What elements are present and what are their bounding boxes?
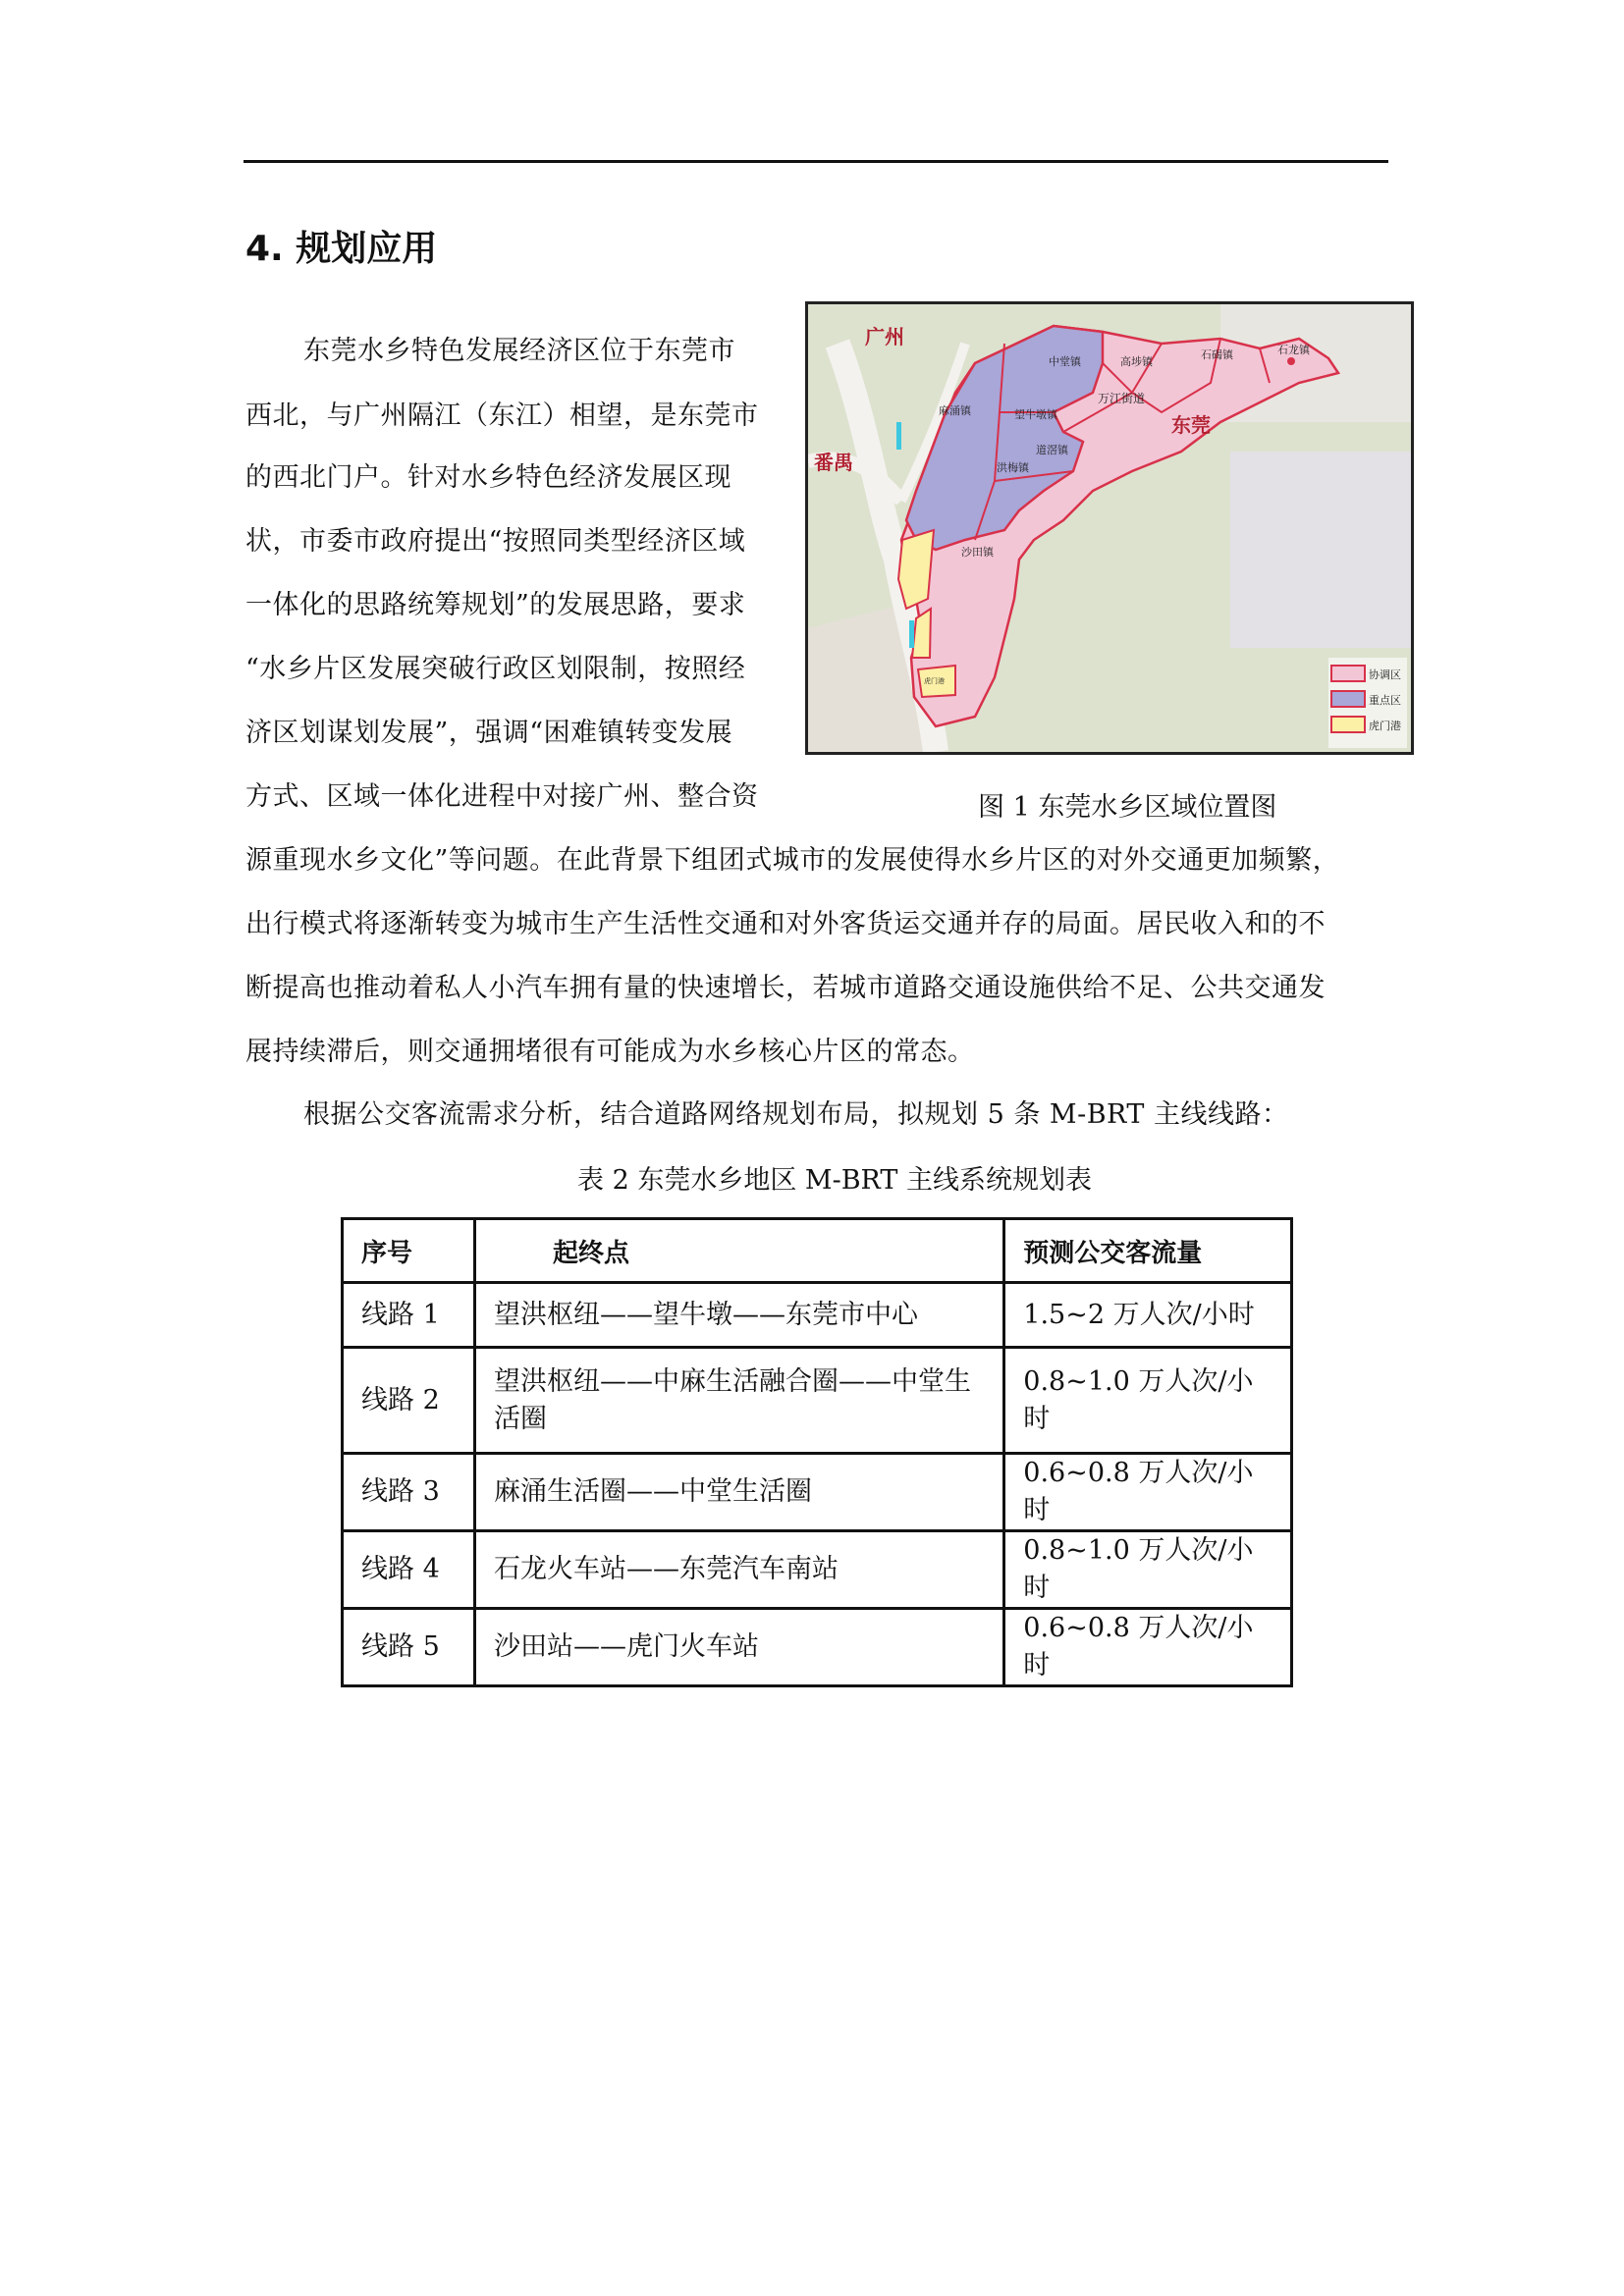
table-row [343, 1609, 1292, 1686]
paragraph-line: 济区划谋划发展”，强调“困难镇转变发展 [245, 718, 733, 748]
figure-caption: 图 1 东莞水乡区域位置图 [978, 792, 1277, 823]
cell-flow: 0.6~0.8 万人次/小时 [1004, 1609, 1292, 1686]
label-gaobu: 高埗镇 [1120, 355, 1153, 368]
paragraph-line: 的西北门户。针对水乡特色经济发展区现 [245, 462, 731, 493]
cell-flow: 0.8~1.0 万人次/小时 [1004, 1348, 1292, 1454]
table-row [343, 1348, 1292, 1454]
legend-swatch [1331, 666, 1365, 681]
paragraph-line: 展持续滞后，则交通拥堵很有可能成为水乡核心片区的常态。 [245, 1037, 975, 1067]
cell-flow: 0.8~1.0 万人次/小时 [1004, 1531, 1292, 1609]
cell-route: 望洪枢纽——望牛墩——东莞市中心 [475, 1283, 1004, 1348]
cell-id: 线路 3 [343, 1454, 475, 1531]
cell-flow: 1.5~2 万人次/小时 [1004, 1283, 1292, 1348]
table-row [343, 1531, 1292, 1609]
section-heading [245, 221, 437, 271]
legend-label: 重点区 [1369, 694, 1401, 707]
header-route: 起终点 [475, 1219, 1004, 1283]
paragraph-line: 一体化的思路统筹规划”的发展思路，要求 [245, 590, 746, 620]
cell-route: 沙田站——虎门火车站 [475, 1609, 1004, 1686]
paragraph-line: 出行模式将逐渐转变为城市生产生活性交通和对外客货运交通并存的局面。居民收入和的不 [245, 909, 1326, 939]
section-title: 规划应用 [296, 229, 438, 269]
label-shatian: 沙田镇 [961, 546, 994, 559]
paragraph-line: 方式、区域一体化进程中对接广州、整合资 [245, 781, 759, 812]
cell-id: 线路 4 [343, 1531, 475, 1609]
table-row [343, 1454, 1292, 1531]
brt-route-table [341, 1217, 1293, 1687]
label-humen-port: 虎门港 [924, 677, 945, 685]
table-header-row [343, 1219, 1292, 1283]
cell-id: 线路 2 [343, 1348, 475, 1454]
cell-route: 石龙火车站——东莞汽车南站 [475, 1531, 1004, 1609]
header-id: 序号 [343, 1219, 475, 1283]
header-flow: 预测公交客流量 [1004, 1219, 1292, 1283]
legend-swatch [1331, 717, 1365, 732]
map-legend [1328, 658, 1407, 748]
label-machong: 麻涌镇 [939, 404, 971, 417]
section-number: 4. [245, 229, 284, 269]
header-rule [244, 160, 1388, 163]
paragraph-2: 根据公交客流需求分析，结合道路网络规划布局，拟规划 5 条 M-BRT 主线线路： [303, 1099, 1289, 1130]
cell-id: 线路 5 [343, 1609, 475, 1686]
cell-id: 线路 1 [343, 1283, 475, 1348]
label-dongguan: 东莞 [1171, 413, 1211, 437]
legend-label: 虎门港 [1369, 720, 1401, 732]
paragraph-line: 断提高也推动着私人小汽车拥有量的快速增长，若城市道路交通设施供给不足、公共交通发 [245, 973, 1326, 1003]
label-guangzhou: 广州 [865, 325, 904, 348]
label-zhongtang: 中堂镇 [1049, 355, 1081, 368]
label-shijie: 石碣镇 [1201, 348, 1233, 361]
paragraph-line: 西北，与广州隔江（东江）相望，是东莞市 [245, 400, 759, 431]
legend-label: 协调区 [1369, 668, 1401, 681]
label-panyu: 番禺 [814, 451, 853, 474]
cell-flow: 0.6~0.8 万人次/小时 [1004, 1454, 1292, 1531]
label-hongmei: 洪梅镇 [997, 461, 1029, 474]
label-wanjiang: 万江街道 [1098, 392, 1146, 405]
label-shilong: 石龙镇 [1277, 344, 1310, 356]
region-map [805, 301, 1414, 755]
cell-route: 望洪枢纽——中麻生活融合圈——中堂生活圈 [475, 1348, 1004, 1454]
paragraph-line: “水乡片区发展突破行政区划限制，按照经 [245, 654, 746, 684]
paragraph-line: 源重现水乡文化”等问题。在此背景下组团式城市的发展使得水乡片区的对外交通更加频繁， [245, 845, 1340, 876]
label-wangniudun: 望牛墩镇 [1014, 408, 1057, 421]
legend-swatch [1331, 691, 1365, 707]
table-row [343, 1283, 1292, 1348]
paragraph-line: 状，市委市政府提出“按照同类型经济区域 [245, 526, 746, 557]
cell-route: 麻涌生活圈——中堂生活圈 [475, 1454, 1004, 1531]
table-caption: 表 2 东莞水乡地区 M-BRT 主线系统规划表 [577, 1165, 1092, 1196]
label-daojiao: 道滘镇 [1036, 444, 1068, 456]
paragraph-line: 东莞水乡特色发展经济区位于东莞市 [303, 336, 735, 366]
